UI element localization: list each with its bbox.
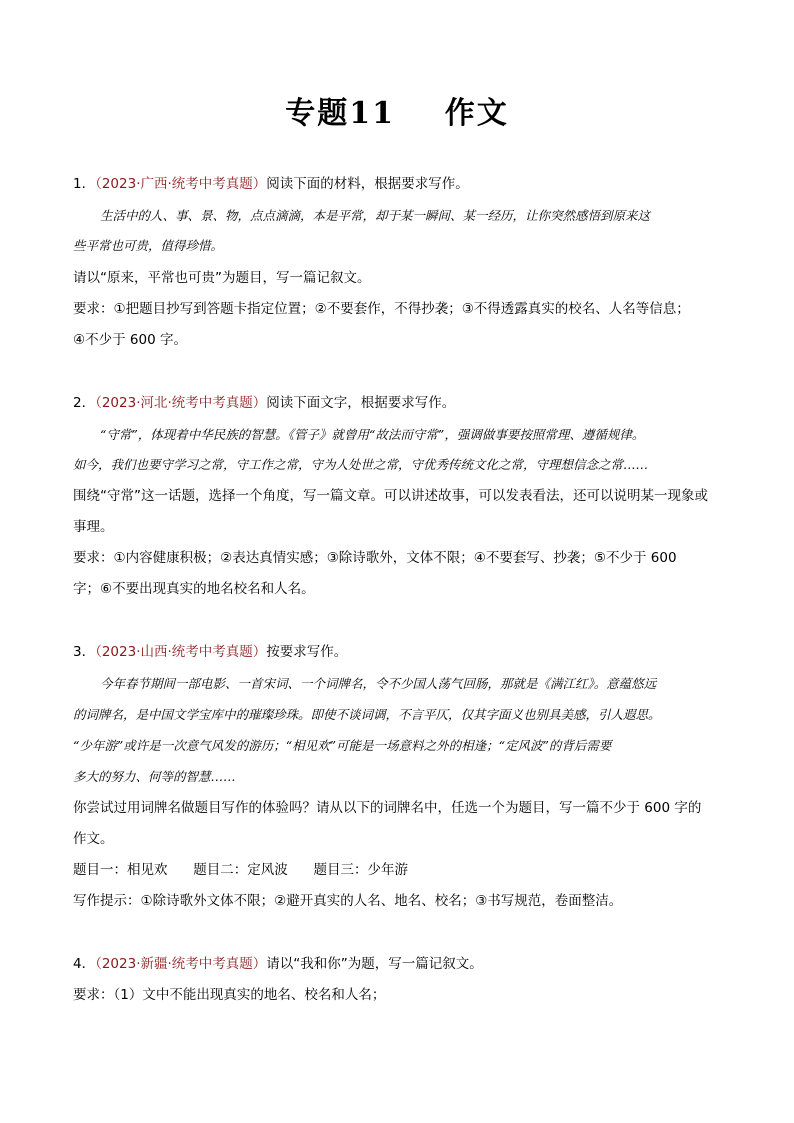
task-line: 围绕“守常”这一话题，选择一个角度，写一篇文章。可以讲述故事，可以发表看法，还可以说明某一现象或	[73, 488, 708, 504]
material-line: 的词牌名，是中国文学宝库中的璀璨珍珠。即使不谈词调，不言平仄，仅其字面义也别具美感，引人遐思。	[73, 707, 661, 722]
question-prompt: 按要求写作。	[266, 644, 348, 660]
requirement-line: ④不少于 600 字。	[73, 332, 187, 348]
question-number: 3．	[73, 644, 96, 660]
task-line: 你尝试过用词牌名做题目写作的体验吗？请从以下的词牌名中，任选一个为题目，写一篇不少于 600 字的	[73, 800, 702, 816]
question-number: 1．	[73, 176, 96, 192]
topic-options: 题目一：相见欢 题目二：定风波 题目三：少年游	[73, 862, 408, 878]
question-prompt: 请以“我和你”为题，写一篇记叙文。	[266, 956, 483, 972]
material-line: 多大的努力、何等的智慧……	[73, 769, 236, 784]
requirement-line: 要求：①把题目抄写到答题卡指定位置；②不要套作，不得抄袭；③不得透露真实的校名、人名等信息；	[73, 301, 690, 317]
task-line: 事理。	[73, 519, 114, 535]
question-3-header	[73, 642, 733, 662]
question-2-header	[73, 393, 733, 413]
question-source: （2023·广西·统考中考真题）	[95, 176, 267, 192]
task-line: 请以“原来，平常也可贵”为题目，写一篇记叙文。	[73, 270, 371, 286]
question-prompt: 阅读下面的材料，根据要求写作。	[266, 176, 469, 192]
question-4-header	[73, 954, 733, 974]
task-line: 作文。	[73, 831, 114, 847]
question-source: （2023·山西·统考中考真题）	[95, 644, 267, 660]
question-1-header	[73, 174, 733, 194]
requirement-line: 字；⑥不要出现真实的地名校名和人名。	[73, 581, 315, 597]
writing-tips: 写作提示：①除诗歌外文体不限；②避开真实的人名、地名、校名；③书写规范，卷面整洁。	[73, 893, 623, 909]
requirement-line: 要求：①内容健康积极；②表达真情实感；③除诗歌外，文体不限；④不要套写、抄袭；⑤不少于 600	[73, 550, 677, 566]
material-line: “守常”，体现着中华民族的智慧。《管子》就曾用“故法而守常”，强调做事要按照常理、遵循规律。	[100, 427, 645, 442]
requirement-line: 要求：（1）文中不能出现真实的地名、校名和人名；	[73, 987, 386, 1003]
material-line: 些平常也可贵，值得珍惜。	[73, 238, 224, 253]
question-source: （2023·河北·统考中考真题）	[95, 395, 267, 411]
material-line: 如今，我们也要守学习之常，守工作之常，守为人处世之常，守优秀传统文化之常，守理想信念之常……	[73, 457, 649, 472]
question-prompt: 阅读下面文字，根据要求写作。	[266, 395, 456, 411]
question-number: 2．	[73, 395, 96, 411]
material-line: 今年春节期间一部电影、一首宋词、一个词牌名，令不少国人荡气回肠，那就是《满江红》。意蕴悠远	[100, 676, 657, 691]
material-line: 生活中的人、事、景、物，点点滴滴，本是平常，却于某一瞬间、某一经历，让你突然感悟到原来这	[100, 208, 651, 223]
question-source: （2023·新疆·统考中考真题）	[95, 956, 267, 972]
page-title: 专题11 作文	[285, 96, 509, 131]
material-line: “少年游”或许是一次意气风发的游历；“相见欢”可能是一场意料之外的相逢；“定风波”的背后需要	[73, 738, 612, 753]
question-number: 4．	[73, 956, 96, 972]
